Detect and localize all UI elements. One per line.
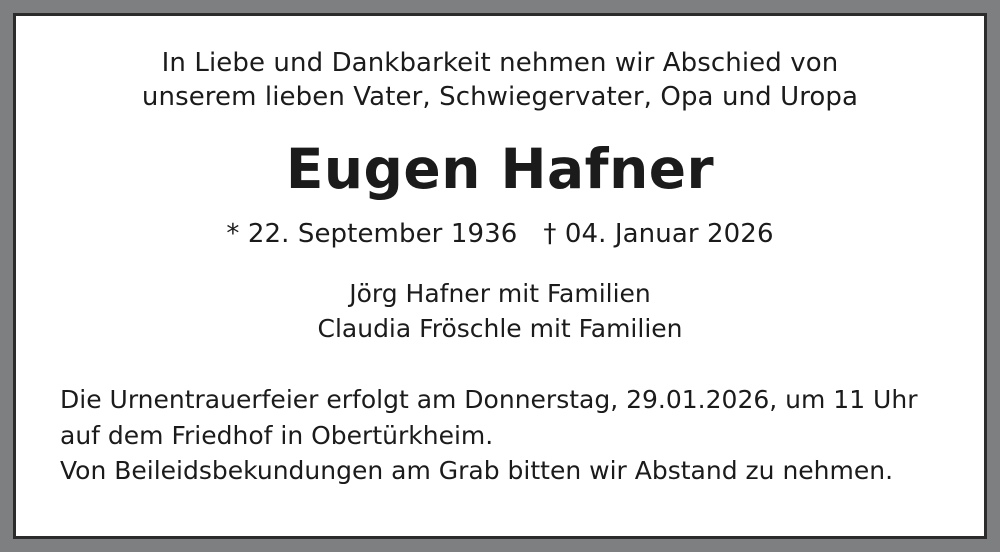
family-list (56, 277, 944, 346)
details-line-1: Die Urnentrauerfeier erfolgt am Donnerstag, 29.01.2026, um 11 Uhr (60, 385, 918, 415)
family-line-1: Jörg Hafner mit Familien (349, 279, 651, 309)
obituary-inner-frame (13, 13, 987, 539)
family-line-2: Claudia Fröschle mit Familien (317, 313, 683, 343)
ceremony-details (56, 382, 944, 489)
details-line-3: Von Beileidsbekundungen am Grab bitten wir Abstand zu nehmen. (60, 456, 894, 486)
life-dates (56, 219, 944, 249)
birth-date: * 22. September 1936 (226, 219, 518, 250)
intro-line-2: unserem lieben Vater, Schwiegervater, Opa und Uropa (141, 82, 859, 113)
death-date: † 04. Januar 2026 (543, 219, 774, 250)
details-line-2: auf dem Friedhof in Obertürkheim. (60, 420, 494, 450)
deceased-name: Eugen Hafner (285, 136, 715, 201)
intro-line-1: In Liebe und Dankbarkeit nehmen wir Abschied von (161, 48, 839, 78)
intro-text (56, 46, 944, 115)
